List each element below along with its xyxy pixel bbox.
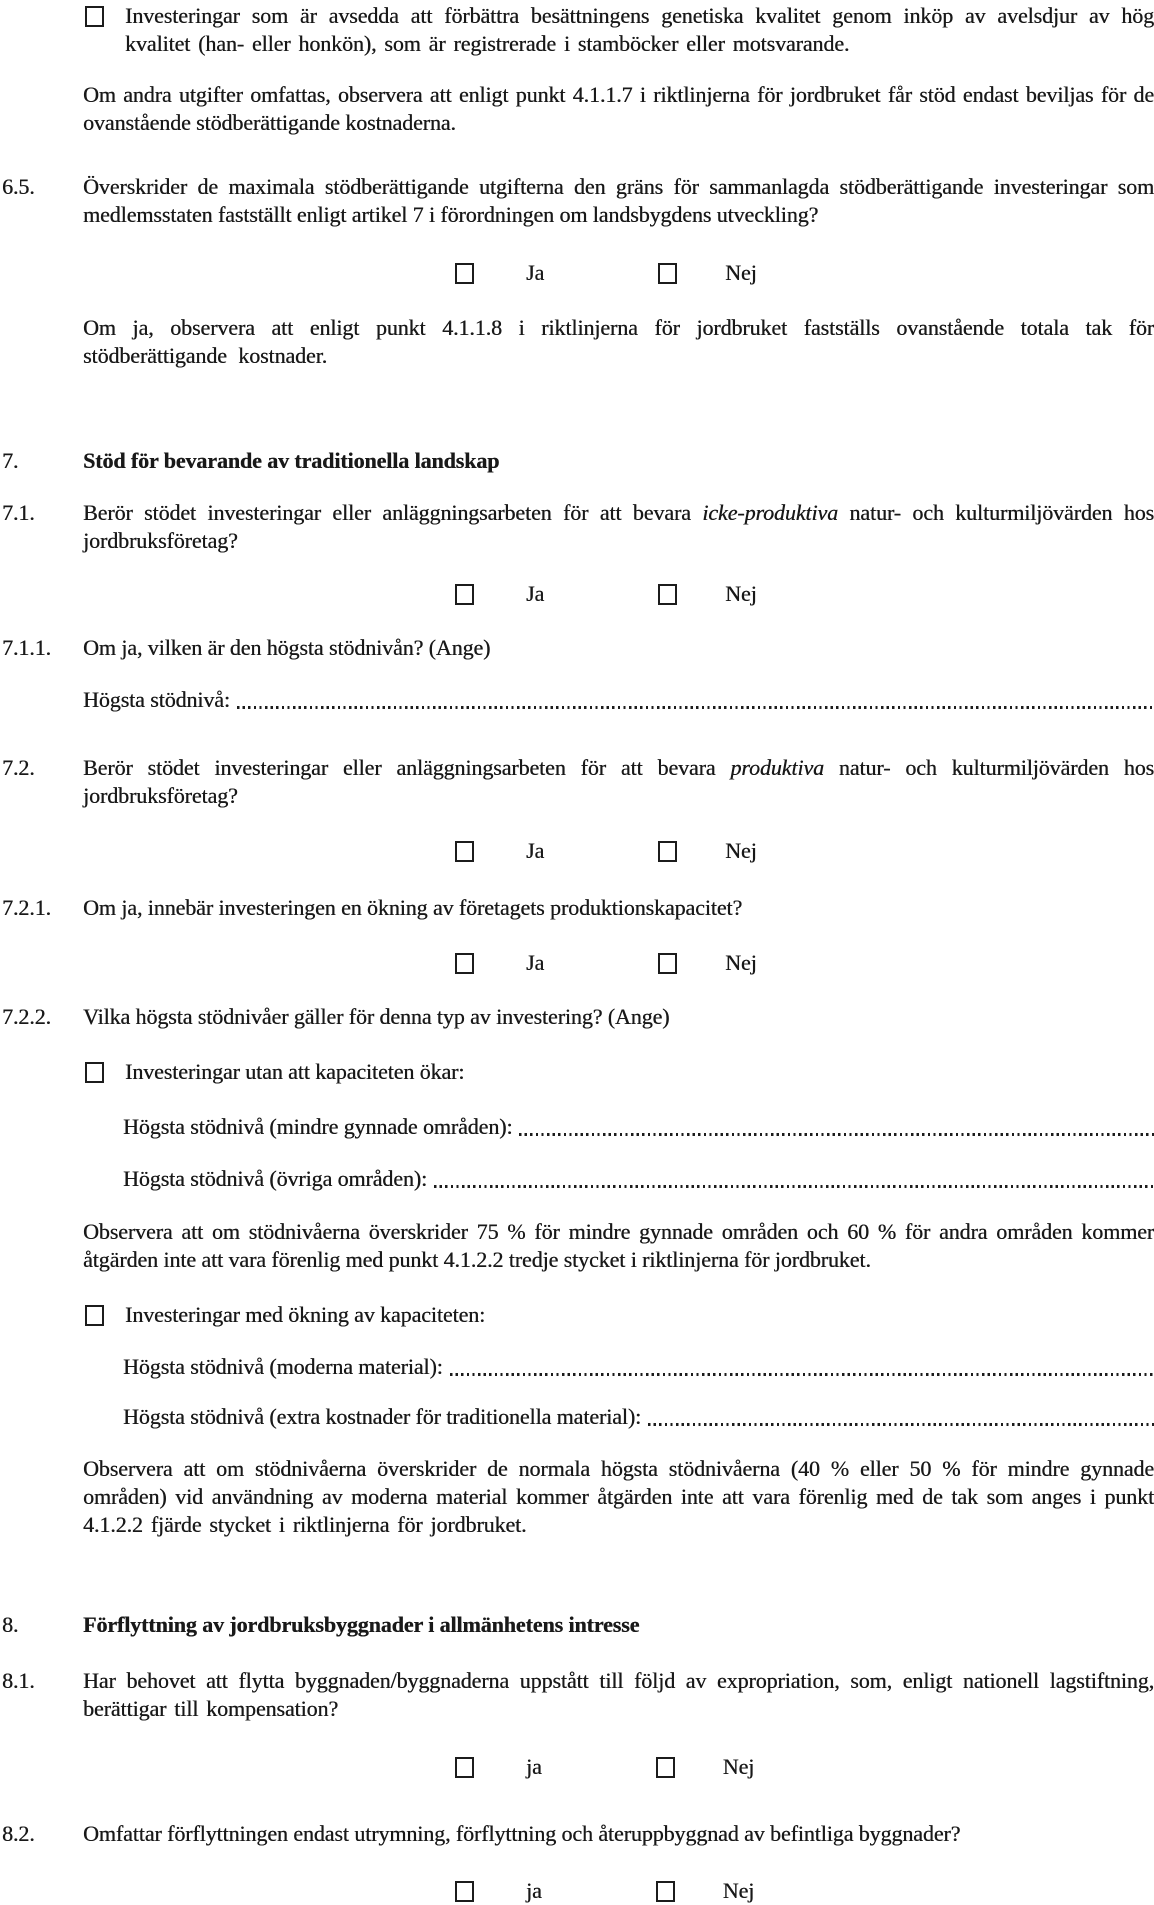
yes-no-row-8-1 <box>0 1753 1154 1781</box>
checkbox-nej-7-2-1[interactable] <box>658 953 677 974</box>
yes-no-row-7-1 <box>0 580 1154 608</box>
paragraph-om-ja-6-5-text: Om ja, observera att enligt punkt 4.1.1.8 i riktlinjerna för jordbruket fastställs ovanstående totala tak för stödberättigande kostnader. <box>83 315 1154 368</box>
yes-no-row-8-2 <box>0 1877 1154 1905</box>
note-75-60-percent-text: Observera att om stödnivåerna överskrider 75 % för mindre gynnade områden och 60 % för andra områden kommer åtgärden inte att vara förenlig med punkt 4.1.2.2 tredje stycket i riktlinjerna för jordbruket. <box>83 1219 1154 1272</box>
label-ja: Ja <box>526 581 545 606</box>
checkbox-ja-8-2[interactable] <box>455 1881 474 1902</box>
question-6-5 <box>0 173 1154 229</box>
question-7-1-1-text: Om ja, vilken är den högsta stödnivån? (Ange) <box>83 635 491 660</box>
question-8-1 <box>0 1667 1154 1723</box>
label-nej: Nej <box>722 1878 755 1903</box>
fill-in-label: Högsta stödnivå (extra kostnader för traditionella material): <box>123 1404 642 1429</box>
checkbox-ja-8-1[interactable] <box>455 1757 474 1778</box>
fill-in-line[interactable] <box>519 1133 1154 1136</box>
question-7-2-2-text: Vilka högsta stödnivåer gäller för denna typ av investering? (Ange) <box>83 1004 670 1029</box>
label-nej: Nej <box>722 1754 755 1779</box>
section-number: 7. <box>2 448 19 473</box>
note-40-50-percent-text: Observera att om stödnivåerna överskrider de normala högsta stödnivåerna (40 % eller 50 % för mindre gynnade områden) vid användning av moderna material kommer åtgärden inte att vara förenlig med de tak som anges i punkt 4.1.2.2 fjärde stycket i riktlinjerna för jordbruket. <box>83 1456 1154 1537</box>
checkbox-capacity-increase[interactable] <box>85 1305 104 1326</box>
checkbox-ja-7-1[interactable] <box>455 584 474 605</box>
number-column-spacer <box>0 1403 83 1431</box>
checkbox-no-capacity[interactable] <box>85 1062 104 1083</box>
fill-in-row-moderna-material <box>0 1353 1154 1381</box>
paragraph-om-ja-6-5 <box>0 314 1154 370</box>
checkbox-ja-7-2-1[interactable] <box>455 953 474 974</box>
number-column-spacer <box>0 1113 83 1141</box>
question-8-2-text: Omfattar förflyttningen endast utrymning, förflyttning och återuppbyggnad av befintliga byggnader? <box>83 1821 961 1846</box>
fill-in-row-extra-kostnader <box>0 1403 1154 1431</box>
section-number: 7.1.1. <box>2 635 51 660</box>
fill-in-line[interactable] <box>434 1185 1154 1188</box>
number-column-spacer <box>0 259 83 287</box>
number-column-spacer <box>0 1301 83 1329</box>
fill-in-label: Högsta stödnivå (övriga områden): <box>123 1166 428 1191</box>
checkbox-nej-8-2[interactable] <box>656 1881 675 1902</box>
question-7-2 <box>0 754 1154 810</box>
question-7-1-text: Berör stödet investeringar eller anläggningsarbeten för att bevara icke-produktiva natur- och kulturmiljövärden hos jordbruksföretag? <box>83 500 1154 553</box>
checkbox-nej-6-5[interactable] <box>658 263 677 284</box>
section-8 <box>0 1611 1154 1639</box>
question-7-1 <box>0 499 1154 555</box>
yes-no-row-7-2-1 <box>0 949 1154 977</box>
label-ja: Ja <box>526 260 545 285</box>
fill-in-label: Högsta stödnivå (mindre gynnade områden): <box>123 1114 513 1139</box>
label-ja: ja <box>526 1754 542 1779</box>
checkbox-ja-6-5[interactable] <box>455 263 474 284</box>
fill-in-row-ovriga <box>0 1165 1154 1193</box>
fill-in-row-hogsta-stodniva <box>0 686 1154 714</box>
fill-in-label: Högsta stödnivå (moderna material): <box>123 1354 443 1379</box>
number-column-spacer <box>0 949 83 977</box>
section-number: 8.1. <box>2 1668 35 1693</box>
note-75-60-percent <box>0 1218 1154 1274</box>
section-7 <box>0 447 1154 475</box>
paragraph-other-costs-text: Om andra utgifter omfattas, observera att enligt punkt 4.1.1.7 i riktlinjerna för jordbruket får stöd endast beviljas för de ovanstående stödberättigande kostnaderna. <box>83 82 1154 135</box>
paragraph-other-costs <box>0 81 1154 137</box>
italic-produktiva: produktiva <box>730 755 824 780</box>
bullet-item-genetic-quality <box>0 2 1154 58</box>
label-nej: Nej <box>725 581 757 606</box>
note-40-50-percent <box>0 1455 1154 1539</box>
italic-icke-produktiva: icke-produktiva <box>702 500 838 525</box>
section-number: 7.2. <box>2 755 35 780</box>
number-column-spacer <box>0 837 83 865</box>
section-8-heading: Förflyttning av jordbruksbyggnader i allmänhetens intresse <box>83 1612 640 1637</box>
number-column-spacer <box>0 580 83 608</box>
section-7-heading: Stöd för bevarande av traditionella landskap <box>83 448 500 473</box>
label-ja: Ja <box>526 950 545 975</box>
section-number: 6.5. <box>2 174 35 199</box>
fill-in-line[interactable] <box>237 706 1154 709</box>
label-ja: Ja <box>526 838 545 863</box>
label-nej: Nej <box>725 950 757 975</box>
checkbox-nej-8-1[interactable] <box>656 1757 675 1778</box>
label-ja: ja <box>526 1878 542 1903</box>
question-7-2-1 <box>0 894 1154 922</box>
number-column-spacer <box>0 1753 83 1781</box>
number-column-spacer <box>0 1353 83 1381</box>
section-number: 7.2.1. <box>2 895 51 920</box>
checkbox-ja-7-2[interactable] <box>455 841 474 862</box>
fill-in-row-mindre-gynnade <box>0 1113 1154 1141</box>
bullet-item-capacity-increase <box>0 1301 1154 1329</box>
bullet-item-no-capacity <box>0 1058 1154 1086</box>
number-column-spacer <box>0 81 83 137</box>
document-page <box>0 2 1154 1903</box>
section-number: 7.1. <box>2 500 35 525</box>
yes-no-row-6-5 <box>0 259 1154 287</box>
bullet-capacity-increase-text: Investeringar med ökning av kapaciteten: <box>125 1302 486 1327</box>
question-6-5-text: Överskrider de maximala stödberättigande utgifterna den gräns för sammanlagda stödberättigande investeringar som medlemsstaten fastställt enligt artikel 7 i förordningen om landsbygdens utveckling? <box>83 174 1154 227</box>
number-column-spacer <box>0 314 83 370</box>
checkbox-genetic-quality[interactable] <box>85 6 104 27</box>
question-7-1-1 <box>0 634 1154 662</box>
label-nej: Nej <box>725 838 757 863</box>
number-column-spacer <box>0 686 83 714</box>
checkbox-nej-7-1[interactable] <box>658 584 677 605</box>
number-column-spacer <box>0 2 83 58</box>
section-number: 8.2. <box>2 1821 35 1846</box>
bullet-genetic-quality-text: Investeringar som är avsedda att förbättra besättningens genetiska kvalitet genom inköp av avelsdjur av hög kvalitet (han- eller honkön), som är registrerade i stamböcker eller motsvarande. <box>125 3 1154 56</box>
question-7-2-1-text: Om ja, innebär investeringen en ökning av företagets produktionskapacitet? <box>83 895 743 920</box>
question-8-1-text: Har behovet att flytta byggnaden/byggnaderna uppstått till följd av expropriation, som, enligt nationell lagstiftning, berättigar till kompensation? <box>83 1668 1154 1721</box>
fill-in-line[interactable] <box>450 1373 1154 1376</box>
number-column-spacer <box>0 1218 83 1274</box>
section-number: 7.2.2. <box>2 1004 51 1029</box>
number-column-spacer <box>0 1877 83 1905</box>
number-column-spacer <box>0 1058 83 1086</box>
fill-in-label: Högsta stödnivå: <box>83 687 230 712</box>
question-7-2-2 <box>0 1003 1154 1031</box>
section-number: 8. <box>2 1612 19 1637</box>
bullet-no-capacity-text: Investeringar utan att kapaciteten ökar: <box>125 1059 465 1084</box>
question-7-2-text: Berör stödet investeringar eller anläggningsarbeten för att bevara produktiva natur- och kulturmiljövärden hos jordbruksföretag? <box>83 755 1154 808</box>
number-column-spacer <box>0 1165 83 1193</box>
label-nej: Nej <box>725 260 757 285</box>
question-8-2 <box>0 1820 1154 1848</box>
yes-no-row-7-2 <box>0 837 1154 865</box>
number-column-spacer <box>0 1455 83 1539</box>
checkbox-nej-7-2[interactable] <box>658 841 677 862</box>
fill-in-line[interactable] <box>648 1423 1154 1426</box>
